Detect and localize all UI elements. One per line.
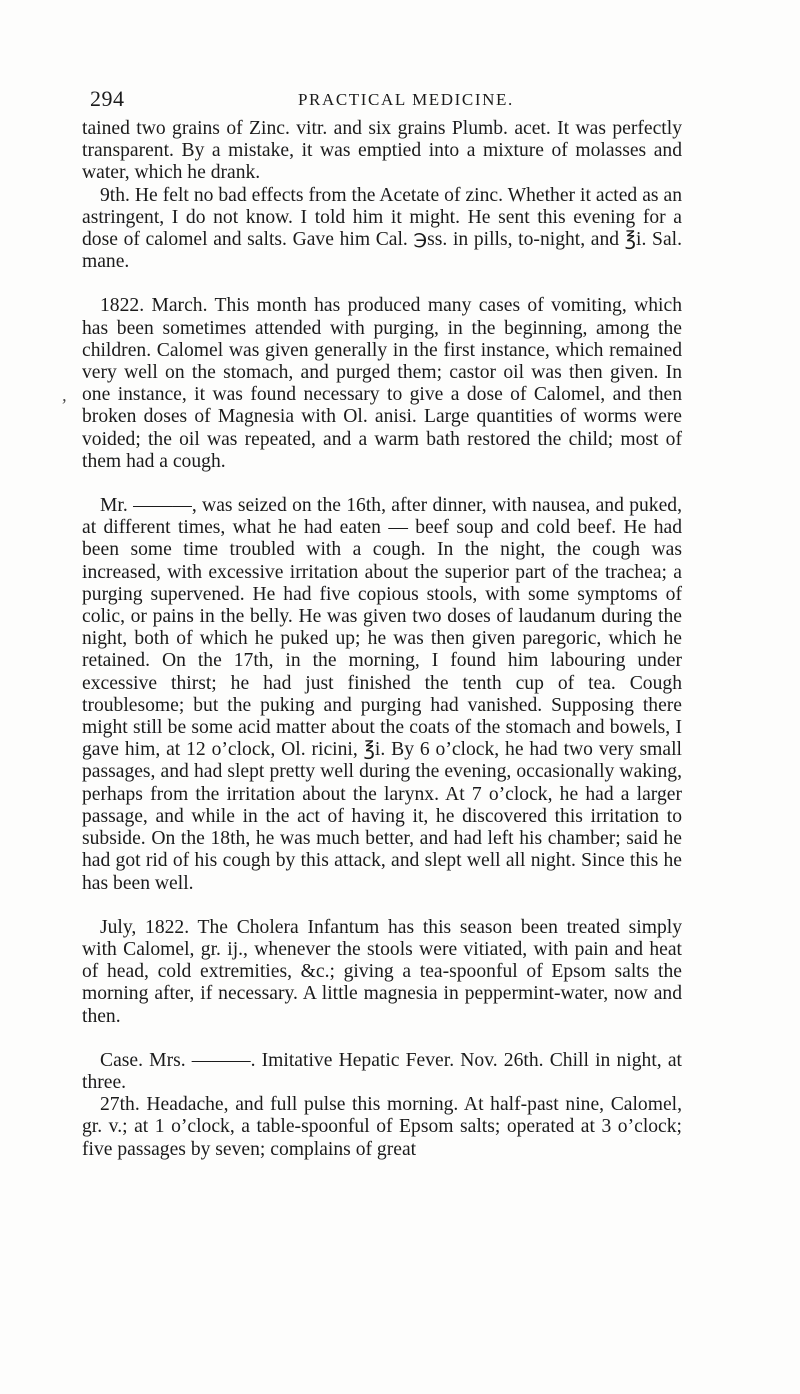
margin-mark: ’: [60, 395, 66, 415]
page-number: 294: [90, 86, 125, 111]
paragraph-continuation: tained two grains of Zinc. vitr. and six grains Plumb. acet. It was perfectly transparent. By a mistake, it was emptied into a mixture of molasses and water, which he drank.: [82, 118, 682, 184]
paragraph-july-1822: July, 1822. The Cholera Infantum has this season been treated simply with Calomel, gr. ij., whenever the stools were vitiated, with pain and heat of head, cold extremities, &c.; giving a tea-spoonful of Epsom salts the morning after, if necessary. A little magnesia in peppermint-water, now and then.: [82, 916, 682, 1027]
paragraph-mr-case: Mr. ———, was seized on the 16th, after dinner, with nausea, and puked, at different times, what he had eaten — beef soup and cold beef. He had been some time troubled with a cough. In the night, the cough was increased, with excessive irritation about the superior part of the trachea; a purging supervened. He had five copious stools, with some symptoms of colic, or pains in the belly. He was given two doses of laudanum during the night, both of which he puked up; he was then given paregoric, which he retained. On the 17th, in the morning, I found him labouring under excessive thirst; he had just finished the tenth cup of tea. Cough troublesome; but the puking and purging had vanished. Supposing there might still be some acid matter about the coats of the stomach and bowels, I gave him, at 12 o’clock, Ol. ricini, ℥i. By 6 o’clock, he had two very small passages, and had slept pretty well during the evening, occasionally waking, perhaps from the irritation about the larynx. At 7 o’clock, he had a larger passage, and while in the act of having it, he discovered this irritation to subside. On the 18th, he was much better, and had left his chamber; said he had got rid of his cough by this attack, and slept well all night. Since this he has been well.: [82, 495, 682, 894]
running-title: PRACTICAL MEDICINE.: [298, 90, 514, 109]
paragraph-march-1822: 1822. March. This month has produced many cases of vomiting, which has been sometimes attended with purging, in the beginning, among the children. Calomel was given generally in the first instance, which remained very well on the stomach, and purged them; castor oil was then given. In one instance, it was found necessary to give a dose of Calomel, and then broken doses of Magnesia with Ol. anisi. Large quantities of worms were voided; the oil was repeated, and a warm bath restored the child; most of them had a cough.: [82, 295, 682, 472]
paragraph-27th-entry: 27th. Headache, and full pulse this morning. At half-past nine, Calomel, gr. v.; at 1 o’clock, a table-spoonful of Epsom salts; operated at 3 o’clock; five passages by seven; complains of great: [82, 1094, 682, 1160]
body-text: [82, 118, 682, 1161]
paragraph-9th-entry: 9th. He felt no bad effects from the Acetate of zinc. Whether it acted as an astringent, I do not know. I told him it might. He sent this evening for a dose of calomel and salts. Gave him Cal. ℈ss. in pills, to-night, and ℥i. Sal. mane.: [82, 184, 682, 273]
paragraph-case-mrs: Case. Mrs. ———. Imitative Hepatic Fever. Nov. 26th. Chill in night, at three.: [82, 1049, 682, 1093]
page-header: [90, 86, 710, 116]
